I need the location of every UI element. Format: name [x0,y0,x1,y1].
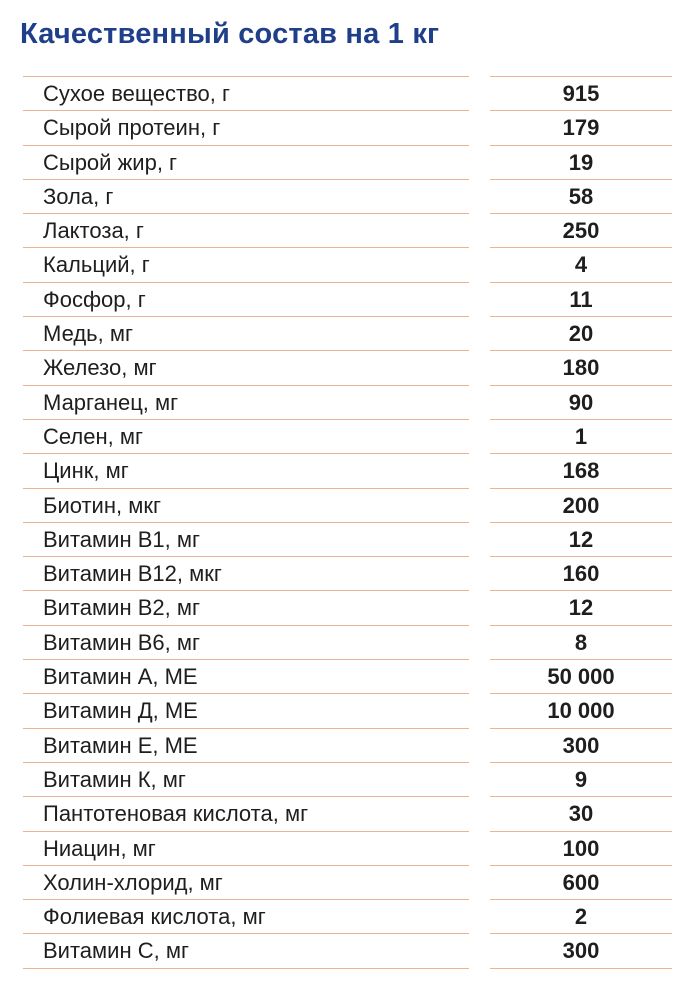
nutrient-name: Селен, мг [43,423,143,449]
table-row [23,488,673,522]
nutrient-value: 19 [568,149,594,175]
nutrient-value: 179 [562,115,600,141]
nutrient-name: Витамин Е, МЕ [43,732,198,758]
nutrient-value: 915 [562,81,600,106]
nutrient-name: Холин-хлорид, мг [43,869,223,895]
nutrient-value: 58 [568,183,594,209]
table-row [23,282,673,316]
nutrient-value: 12 [568,526,594,552]
nutrient-name: Витамин С, мг [43,938,189,964]
nutrient-value: 30 [568,801,594,827]
nutrient-value: 600 [562,869,600,895]
nutrient-value: 12 [568,595,594,621]
table-row [23,865,673,899]
nutrient-name: Биотин, мкг [43,492,161,518]
table-row [23,247,673,281]
nutrient-value: 200 [562,492,600,518]
table-row [23,762,673,796]
nutrient-name: Витамин Д, МЕ [43,698,198,724]
nutrient-value: 11 [569,286,593,312]
table-row [23,179,673,213]
table-row [23,385,673,419]
table-row [23,350,673,384]
table-row [23,590,673,624]
nutrient-value: 1 [574,423,588,449]
nutrient-name: Сухое вещество, г [43,81,230,106]
nutrient-value: 300 [562,732,600,758]
table-row [23,110,673,144]
nutrient-value: 8 [574,629,588,655]
nutrient-name: Витамин А, МЕ [43,664,198,690]
nutrient-name: Фосфор, г [43,286,146,312]
nutrient-name: Зола, г [43,183,114,209]
nutrient-name: Сырой протеин, г [43,115,221,141]
table-row [23,556,673,590]
nutrient-value: 90 [568,389,594,415]
table-row [23,145,673,179]
page-title: Качественный состав на 1 кг [20,18,440,50]
nutrient-name: Витамин В1, мг [43,526,200,552]
nutrient-name: Витамин К, мг [43,766,186,792]
nutrient-name: Медь, мг [43,321,133,347]
nutrient-value: 50 000 [547,664,615,690]
composition-table [23,76,673,968]
table-row [23,522,673,556]
table-row [23,213,673,247]
nutrient-value: 4 [574,252,588,278]
table-row [23,693,673,727]
table-row [23,625,673,659]
nutrient-name: Марганец, мг [43,389,179,415]
table-row [23,316,673,350]
nutrient-name: Ниацин, мг [43,835,156,861]
nutrient-name: Цинк, мг [43,458,129,484]
table-row [23,76,673,110]
nutrient-name: Фолиевая кислота, мг [43,904,266,930]
table-row [23,831,673,865]
nutrient-name: Витамин В2, мг [43,595,200,621]
nutrient-value: 100 [562,835,600,861]
table-row [23,419,673,453]
nutrient-name: Витамин В12, мкг [43,561,222,587]
table-row [23,933,673,967]
nutrient-value: 250 [562,218,600,244]
nutrient-name: Пантотеновая кислота, мг [43,801,309,827]
table-row [23,453,673,487]
nutrient-value: 160 [562,561,600,587]
table-row [23,659,673,693]
nutrient-name: Кальций, г [43,252,150,278]
nutrient-name: Витамин В6, мг [43,629,200,655]
table-row [23,899,673,933]
nutrient-value: 168 [562,458,600,484]
nutrient-name: Лактоза, г [43,218,144,244]
nutrient-value: 2 [574,904,588,930]
nutrient-value: 20 [568,321,594,347]
nutrient-value: 10 000 [547,698,615,724]
nutrient-name: Сырой жир, г [43,149,178,175]
table-row [23,728,673,762]
nutrient-name: Железо, мг [43,355,157,381]
table-row [23,796,673,830]
nutrient-value: 300 [562,938,600,964]
nutrient-value: 180 [562,355,600,381]
nutrient-value: 9 [574,766,588,792]
